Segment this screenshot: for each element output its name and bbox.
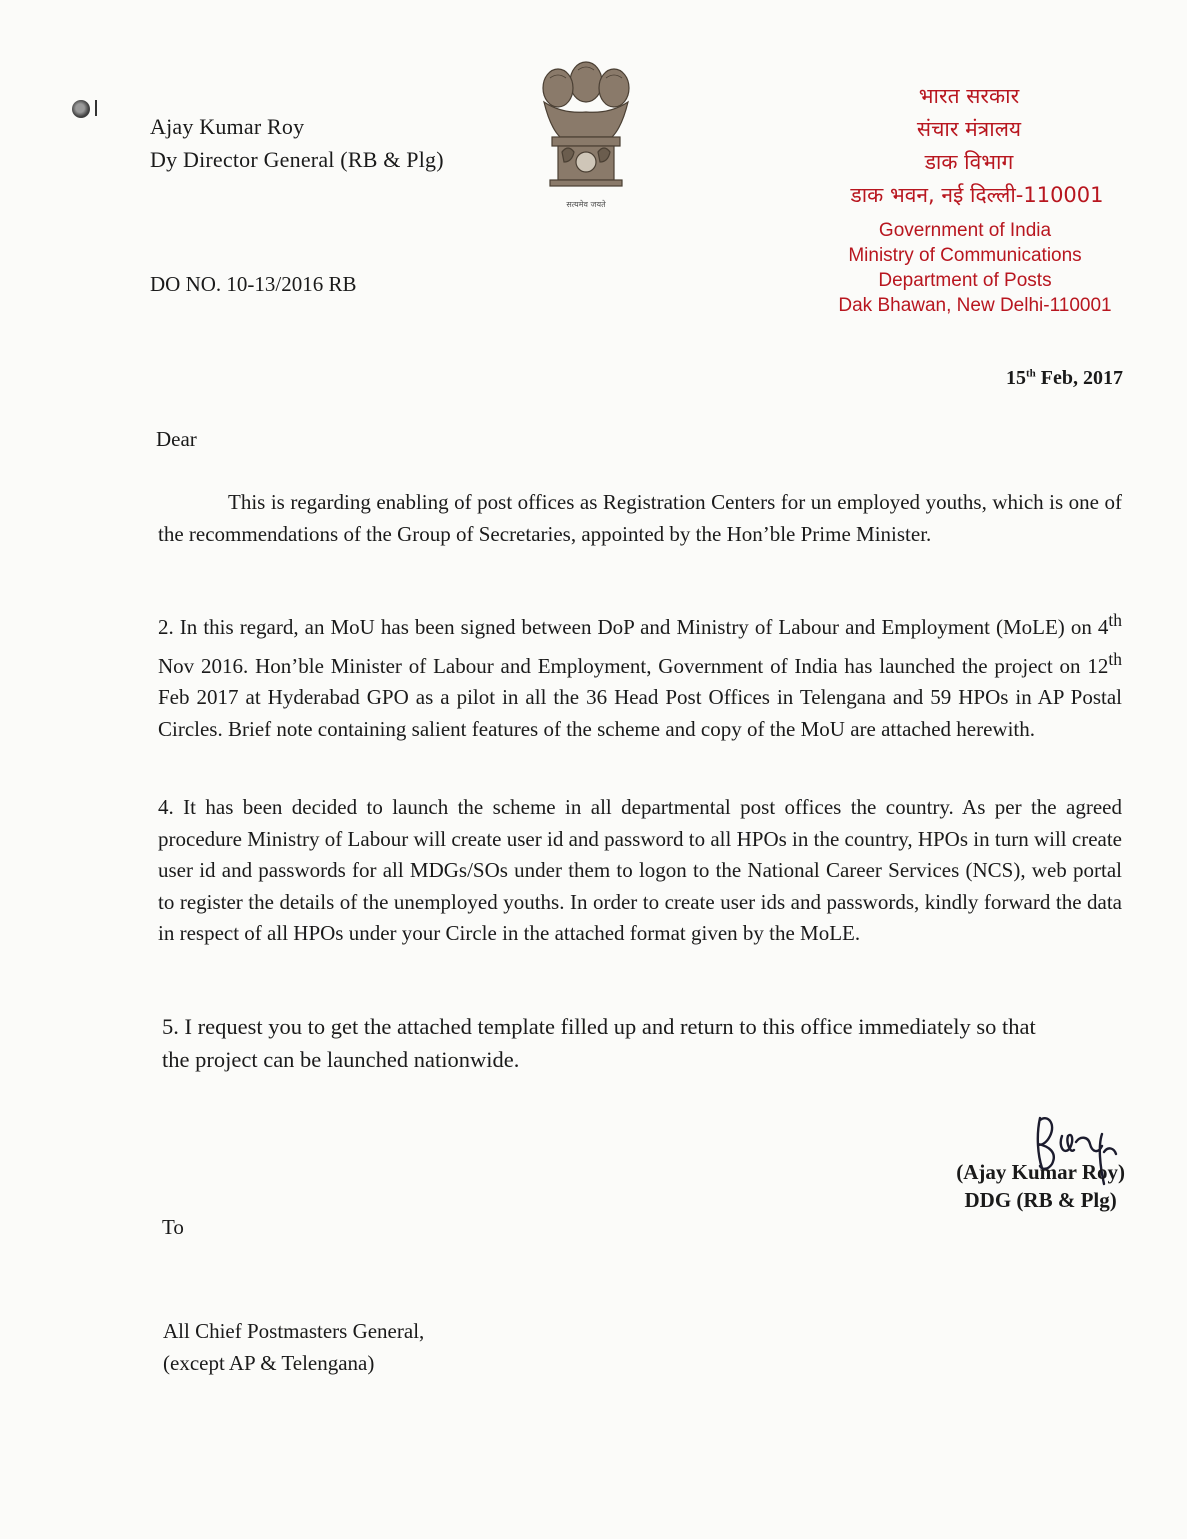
paragraph-2-sup-2: th [1108, 648, 1122, 669]
sender-designation: Dy Director General (RB & Plg) [150, 147, 444, 172]
paragraph-2 [158, 605, 1122, 745]
english-line-2: Ministry of Communications [848, 245, 1082, 266]
punch-hole [72, 100, 90, 118]
letter-date [1006, 367, 1123, 390]
paragraph-2-part-2: Nov 2016. Hon’ble Minister of Labour and Employment, Government of India has launched the project on 12 [158, 653, 1109, 678]
english-line-1: Government of India [878, 220, 1052, 241]
paragraph-1 [158, 487, 1122, 550]
date-day: 15 [1006, 367, 1026, 389]
hindi-line-2: संचार मंत्रालय [916, 117, 1022, 141]
emblem-motto: सत्यमेव जयते [566, 200, 606, 209]
paragraph-1-text: This is regarding enabling of post offices as Registration Centers for un employed youths, which is one of the recommendations of the Group of Secretaries, appointed by the Hon’ble Prime Minister. [158, 490, 1122, 546]
hindi-line-1: भारत सरकार [918, 84, 1020, 108]
date-rest: Feb, 2017 [1035, 367, 1123, 389]
paragraph-4: 5. I request you to get the attached template filled up and return to this office immediately so that the project can be launched nationwide. [162, 1014, 1036, 1072]
signatory-designation: DDG (RB & Plg) [964, 1188, 1117, 1212]
salutation: Dear [156, 427, 197, 451]
hindi-line-4: डाक भवन, नई दिल्ली-110001 [850, 183, 1104, 207]
english-line-3: Department of Posts [878, 270, 1052, 291]
paragraph-3: 4. It has been decided to launch the scheme in all departmental post offices the country. As per the agreed procedure Ministry of Labour will create user id and password to all HPOs in the country, HPOs in turn will create user id and passwords for all MDGs/SOs under them to logon to the National Career Services (NCS), web portal to register the details of the unemployed youths. In order to create user ids and passwords, kindly forward the data in respect of all HPOs under your Circle in the attached format given by the MoLE. [158, 795, 1122, 945]
hindi-line-3: डाक विभाग [924, 150, 1014, 174]
state-emblem-icon [530, 52, 642, 212]
paragraph-2-sup-1: th [1108, 610, 1122, 630]
to-label: To [162, 1215, 184, 1239]
paragraph-2-part-3: Feb 2017 at Hyderabad GPO as a pilot in all the 36 Head Post Offices in Telengana and 59 HPOs in AP Postal Circles. Brief note containing salient features of the scheme and copy of the MoU are attached herewith. [158, 685, 1122, 741]
paragraph-2-part-1: 2. In this regard, an MoU has been signed between DoP and Ministry of Labour and Employment (MoLE) on 4 [158, 615, 1109, 639]
letterhead-english [800, 218, 1130, 318]
signature-block [956, 1158, 1125, 1214]
sender-name: Ajay Kumar Roy [150, 114, 305, 139]
date-suffix: th [1026, 367, 1036, 380]
english-line-4: Dak Bhawan, New Delhi-110001 [838, 295, 1112, 316]
letterhead-hindi [810, 80, 1128, 212]
punch-hole-mark [95, 100, 97, 116]
recipient-address [163, 1315, 424, 1379]
sender-block [150, 110, 444, 176]
signatory-name: (Ajay Kumar Roy) [956, 1160, 1125, 1184]
recipient-line-1: All Chief Postmasters General, [163, 1319, 425, 1343]
do-number: DO NO. 10-13/2016 RB [150, 272, 357, 296]
recipient-line-2: (except AP & Telengana) [163, 1351, 375, 1375]
